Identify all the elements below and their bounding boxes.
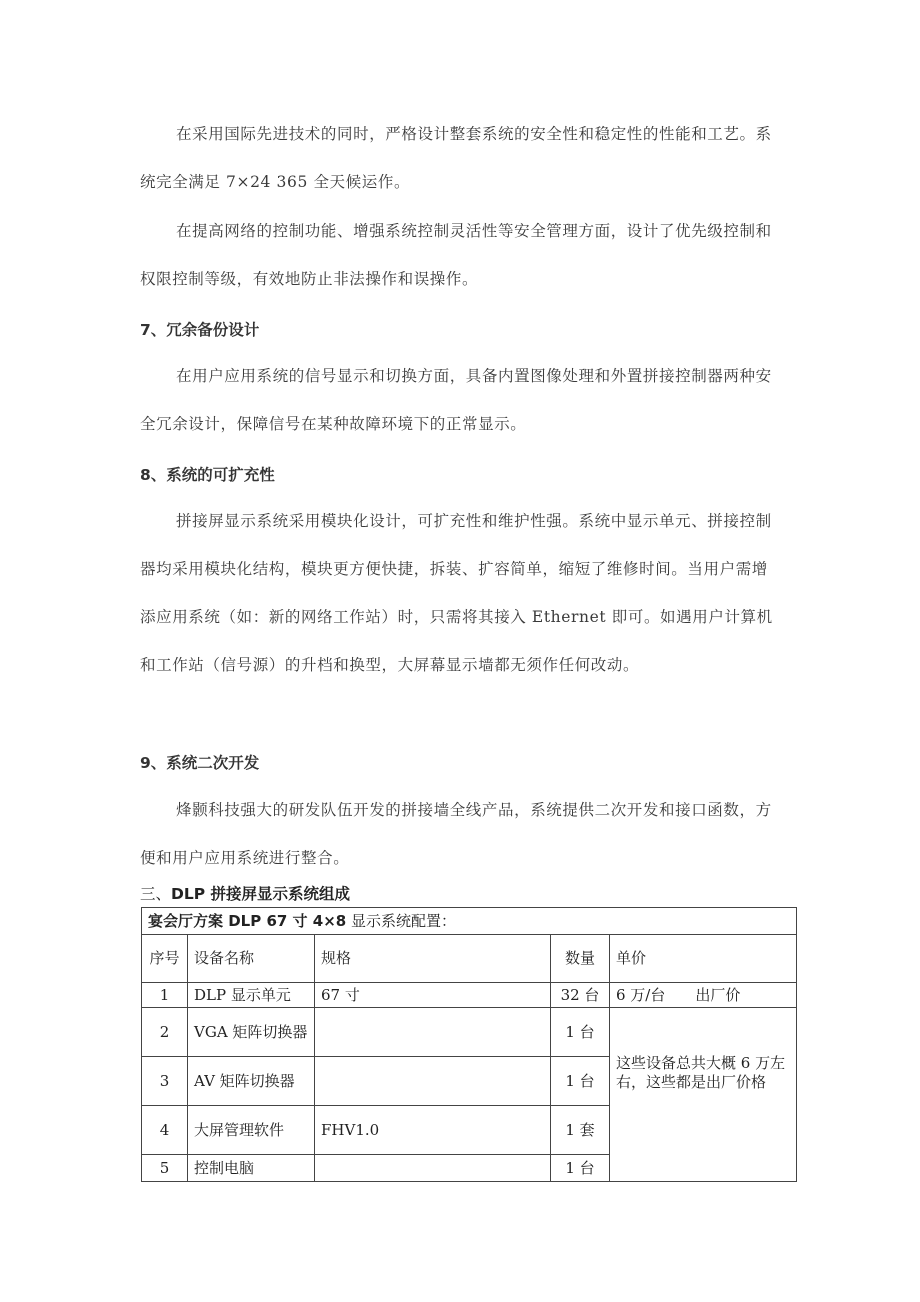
header-name: 设备名称 <box>188 935 315 983</box>
cell-qty: 1 台 <box>551 1057 610 1106</box>
cell-price-note: 这些设备总共大概 6 万左右，这些都是出厂价格 <box>610 1008 797 1182</box>
header-price: 单价 <box>610 935 797 983</box>
cell-no: 3 <box>142 1057 188 1106</box>
cell-name: DLP 显示单元 <box>188 983 315 1008</box>
cell-spec: FHV1.0 <box>315 1106 551 1155</box>
cell-spec: 67 寸 <box>315 983 551 1008</box>
cell-spec <box>315 1057 551 1106</box>
cell-spec <box>315 1155 551 1182</box>
table-caption-bold: 宴会厅方案 DLP 67 寸 4×8 <box>148 911 347 930</box>
cell-name: 控制电脑 <box>188 1155 315 1182</box>
table-caption-rest: 显示系统配置： <box>346 911 456 930</box>
cell-qty: 1 台 <box>551 1155 610 1182</box>
cell-no: 2 <box>142 1008 188 1057</box>
section-heading <box>140 883 350 905</box>
table-row <box>142 1008 797 1057</box>
header-no: 序号 <box>142 935 188 983</box>
paragraph-safety: 在采用国际先进技术的同时，严格设计整套系统的安全性和稳定性的性能和工艺。系统完全满足 7×24 365 全天候运作。 <box>140 125 772 191</box>
paragraph-secondary-dev: 烽颢科技强大的研发队伍开发的拼接墙全线产品，系统提供二次开发和接口函数，方便和用户应用系统进行整合。 <box>140 801 772 867</box>
table-row <box>142 983 797 1008</box>
heading-expandability: 8、系统的可扩充性 <box>140 466 275 484</box>
table-header-row <box>142 935 797 983</box>
table-caption <box>142 908 797 935</box>
cell-qty: 1 台 <box>551 1008 610 1057</box>
cell-no: 1 <box>142 983 188 1008</box>
section-title: DLP 拼接屏显示系统组成 <box>171 885 351 903</box>
cell-name: AV 矩阵切换器 <box>188 1057 315 1106</box>
section-prefix: 三、 <box>140 885 172 903</box>
header-spec: 规格 <box>315 935 551 983</box>
paragraph-redundancy: 在用户应用系统的信号显示和切换方面，具备内置图像处理和外置拼接控制器两种安全冗余设计，保障信号在某种故障环境下的正常显示。 <box>140 367 772 433</box>
cell-qty: 32 台 <box>551 983 610 1008</box>
cell-name: VGA 矩阵切换器 <box>188 1008 315 1057</box>
config-table <box>141 907 797 1182</box>
heading-secondary-dev: 9、系统二次开发 <box>140 754 260 772</box>
paragraph-expandability: 拼接屏显示系统采用模块化设计，可扩充性和维护性强。系统中显示单元、拼接控制器均采用模块化结构，模块更方便快捷，拆装、扩容简单，缩短了维修时间。当用户需增添应用系统（如：新的网络工作站）时，只需将其接入 Ethernet 即可。如遇用户计算机和工作站（信号源）的升档和换型，大屏幕显示墙都无须作任何改动。 <box>140 512 773 674</box>
cell-spec <box>315 1008 551 1057</box>
cell-price: 6 万/台 出厂价 <box>610 983 797 1008</box>
heading-redundancy: 7、冗余备份设计 <box>140 321 260 339</box>
cell-no: 5 <box>142 1155 188 1182</box>
paragraph-control: 在提高网络的控制功能、增强系统控制灵活性等安全管理方面，设计了优先级控制和权限控制等级，有效地防止非法操作和误操作。 <box>140 222 772 288</box>
cell-name: 大屏管理软件 <box>188 1106 315 1155</box>
header-qty: 数量 <box>551 935 610 983</box>
cell-qty: 1 套 <box>551 1106 610 1155</box>
table-caption-row <box>142 908 797 935</box>
cell-no: 4 <box>142 1106 188 1155</box>
